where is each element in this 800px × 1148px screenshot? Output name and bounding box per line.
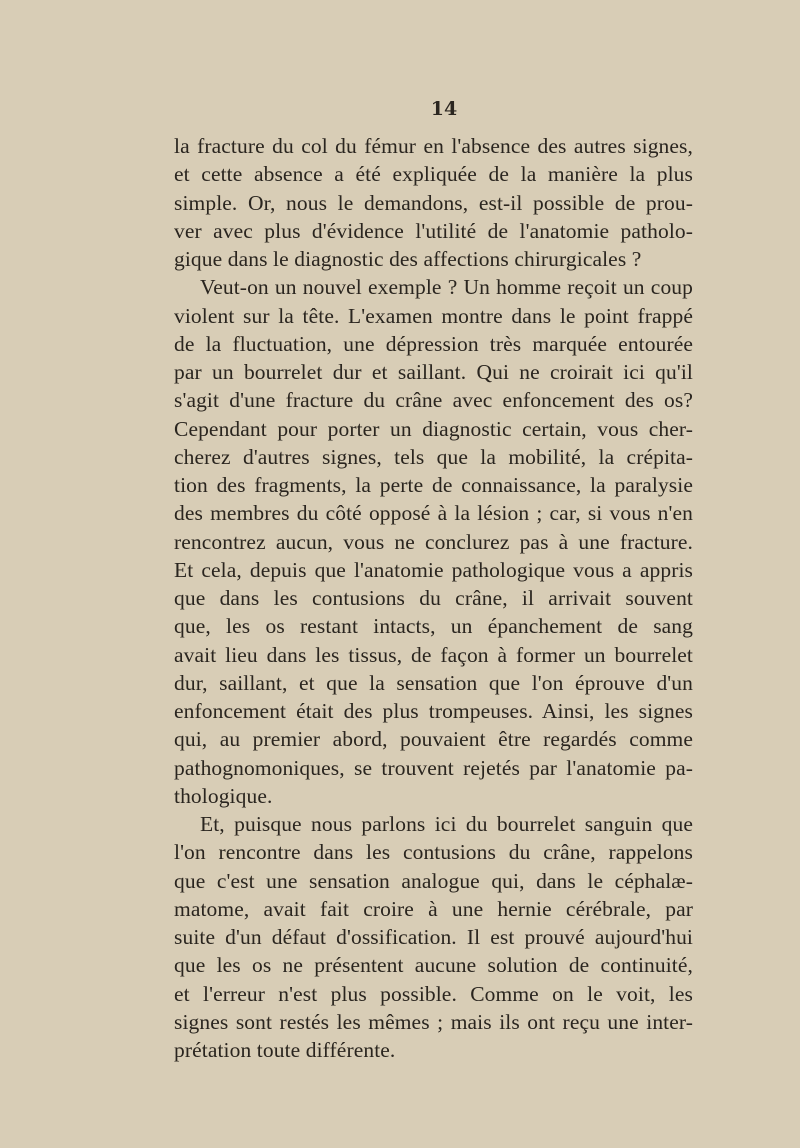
text-line: et cette absence a été expliquée de la manière la plus: [174, 162, 693, 187]
text-line: que dans les contusions du crâne, il arrivait souvent: [174, 586, 693, 610]
text-line: prétation toute différente.: [174, 1038, 396, 1062]
text-line: gique dans le diagnostic des affections chirurgicales ?: [174, 247, 642, 271]
text-line: la fracture du col du fémur en l'absence des autres signes,: [174, 134, 693, 158]
text-line: de la fluctuation, une dépression très marquée entourée: [174, 331, 693, 356]
text-line: cherez d'autres signes, tels que la mobilité, la crépita-: [174, 444, 693, 469]
text-line: Et, puisque nous parlons ici du bourrelet sanguin que: [200, 812, 693, 836]
page-number: 14: [430, 98, 458, 120]
text-line: thologique.: [174, 783, 273, 808]
text-line: matome, avait fait croire à une hernie cérébrale, par: [174, 896, 693, 921]
text-line: suite d'un défaut d'ossification. Il est prouvé aujourd'hui: [174, 925, 693, 949]
text-line: violent sur la tête. L'examen montre dans le point frappé: [174, 303, 693, 328]
text-line: que, les os restant intacts, un épanchement de sang: [174, 614, 693, 639]
text-line: l'on rencontre dans les contusions du crâne, rappelons: [174, 840, 693, 865]
text-line: dur, saillant, et que la sensation que l'on éprouve d'un: [174, 670, 693, 695]
text-line: tion des fragments, la perte de connaissance, la paralysie: [174, 473, 693, 497]
text-line: Cependant pour porter un diagnostic certain, vous cher-: [174, 416, 693, 441]
text-line: des membres du côté opposé à la lésion ; car, si vous n'en: [174, 501, 693, 526]
text-line: qui, au premier abord, pouvaient être regardés comme: [174, 727, 693, 752]
text-line: Veut-on un nouvel exemple ? Un homme reçoit un coup: [200, 275, 693, 300]
text-line: signes sont restés les mêmes ; mais ils ont reçu une inter-: [174, 1009, 693, 1034]
text-line: ver avec plus d'évidence l'utilité de l'anatomie patholo-: [174, 218, 693, 243]
text-line: rencontrez aucun, vous ne conclurez pas à une fracture.: [174, 529, 693, 554]
text-line: par un bourrelet dur et saillant. Qui ne croirait ici qu'il: [174, 360, 693, 384]
text-line: simple. Or, nous le demandons, est-il possible de prou-: [174, 190, 693, 215]
text-line: s'agit d'une fracture du crâne avec enfoncement des os?: [174, 388, 693, 413]
text-line: enfoncement était des plus trompeuses. Ainsi, les signes: [174, 699, 693, 723]
text-line: que les os ne présentent aucune solution de continuité,: [174, 953, 693, 978]
text-line: Et cela, depuis que l'anatomie pathologique vous a appris: [174, 557, 693, 582]
text-line: et l'erreur n'est plus possible. Comme on le voit, les: [174, 981, 693, 1006]
body-text: [174, 132, 693, 1064]
text-line: avait lieu dans les tissus, de façon à former un bourrelet: [174, 642, 693, 667]
text-line: pathognomoniques, se trouvent rejetés par l'anatomie pa-: [174, 755, 693, 780]
text-line: que c'est une sensation analogue qui, dans le céphalæ-: [174, 868, 693, 893]
